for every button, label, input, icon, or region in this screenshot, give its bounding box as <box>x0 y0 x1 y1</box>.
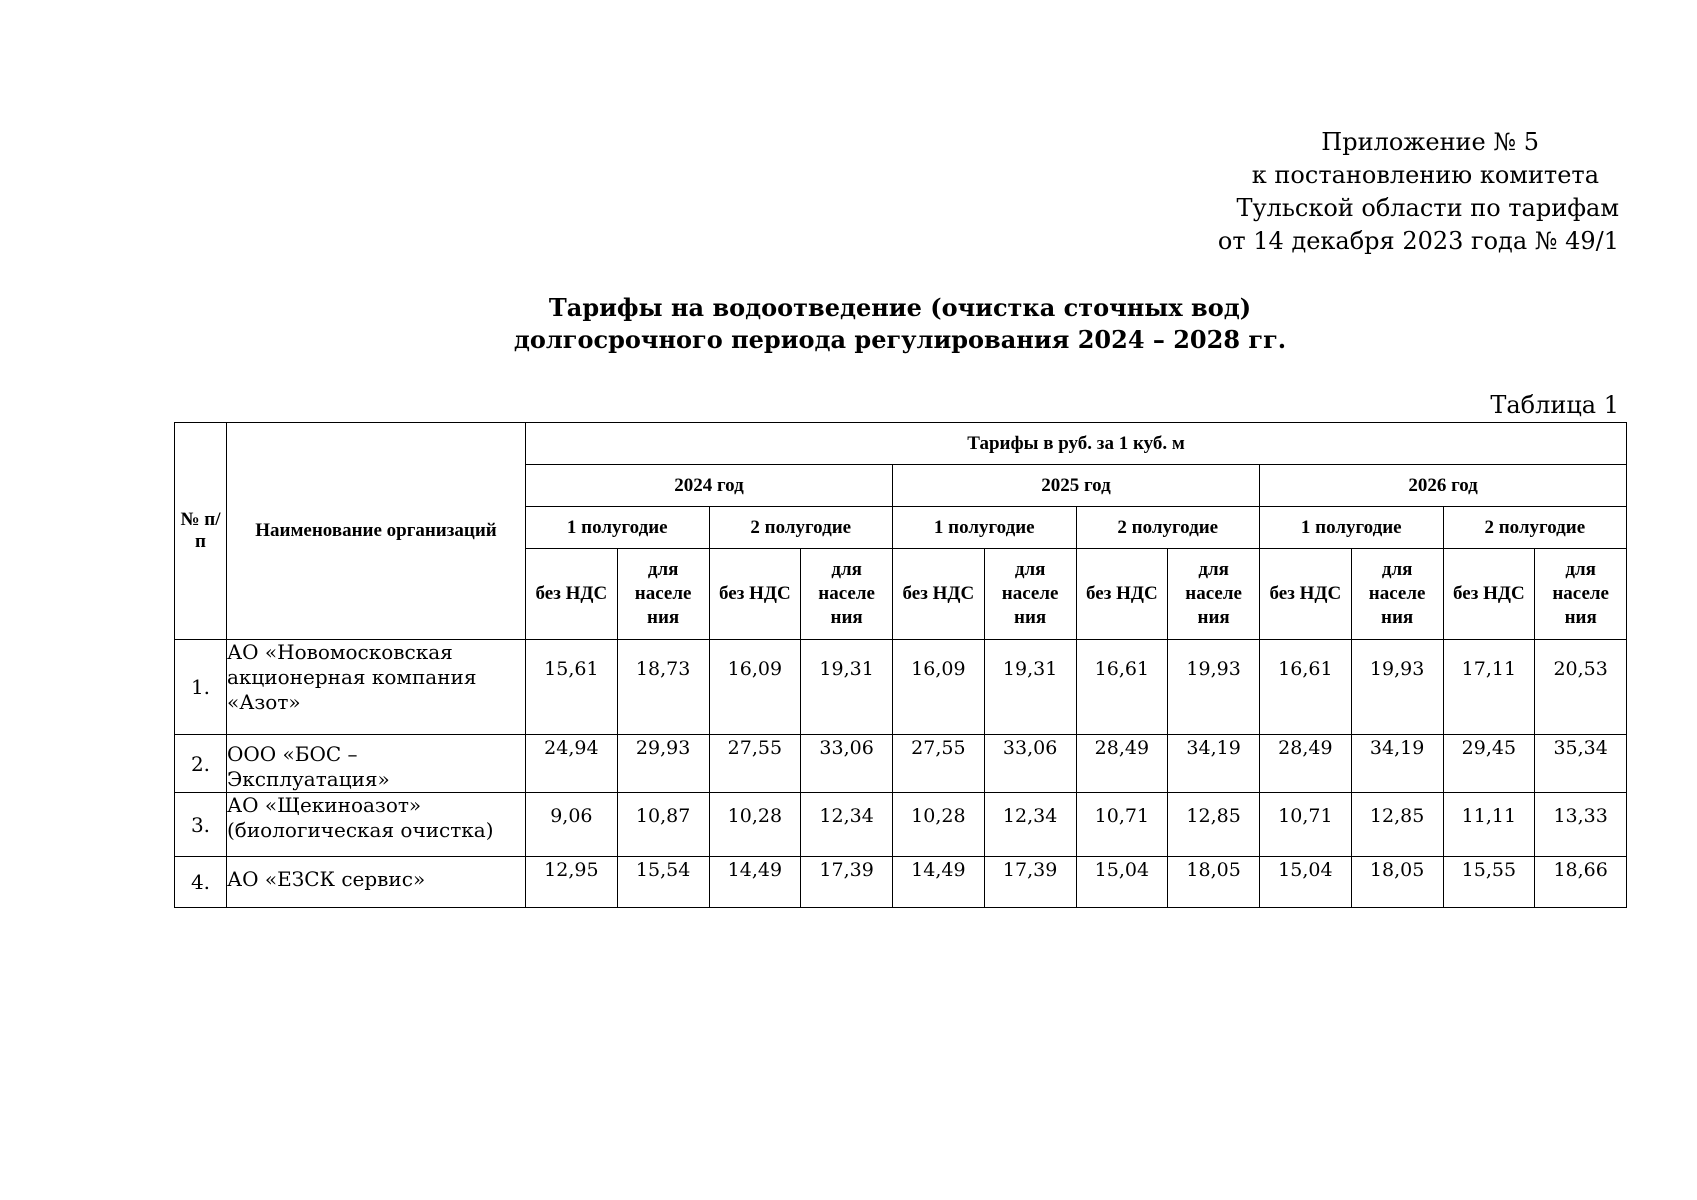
tariff-value: 17,39 <box>801 857 893 908</box>
tariff-value: 18,66 <box>1535 857 1627 908</box>
tariff-value: 35,34 <box>1535 735 1627 793</box>
tariff-value: 34,19 <box>1168 735 1260 793</box>
organization-name: ООО «БОС – Эксплуатация» <box>227 735 526 793</box>
half-year-header: 1 полугодие <box>893 507 1077 549</box>
tariff-value: 19,31 <box>801 640 893 735</box>
tariff-value: 14,49 <box>709 857 801 908</box>
subheader-no-vat: без НДС <box>1076 549 1168 640</box>
subheader-no-vat: без НДС <box>526 549 618 640</box>
tariff-value: 10,71 <box>1260 793 1352 857</box>
tariff-value: 12,85 <box>1351 793 1443 857</box>
tariffs-table <box>174 422 1627 908</box>
tariff-value: 10,28 <box>709 793 801 857</box>
subheader-population: для населе ния <box>801 549 893 640</box>
document-title <box>174 292 1626 356</box>
organization-name: АО «Щекиноазот» (биологическая очистка) <box>227 793 526 857</box>
tariff-value: 14,49 <box>893 857 985 908</box>
tariff-value: 17,39 <box>984 857 1076 908</box>
tariff-value: 33,06 <box>801 735 893 793</box>
subheader-population: для населе ния <box>984 549 1076 640</box>
row-number: 4. <box>175 857 227 908</box>
tariff-value: 12,34 <box>801 793 893 857</box>
appendix-line: от 14 декабря 2023 года № 49/1 <box>1217 227 1619 255</box>
tariff-value: 10,87 <box>617 793 709 857</box>
half-year-header: 2 полугодие <box>1443 507 1627 549</box>
half-year-header: 2 полугодие <box>1076 507 1260 549</box>
year-header-2025: 2025 год <box>893 465 1260 507</box>
tariffs-header: Тарифы в руб. за 1 куб. м <box>526 423 1627 465</box>
organization-name: АО «ЕЗСК сервис» <box>227 857 526 908</box>
tariff-value: 27,55 <box>709 735 801 793</box>
subheader-no-vat: без НДС <box>893 549 985 640</box>
appendix-line: к постановлению комитета <box>1251 161 1599 189</box>
tariff-value: 15,04 <box>1260 857 1352 908</box>
column-header-organization: Наименование организаций <box>227 423 526 640</box>
tariff-value: 19,93 <box>1168 640 1260 735</box>
tariff-value: 12,95 <box>526 857 618 908</box>
tariff-value: 18,05 <box>1351 857 1443 908</box>
tariff-value: 11,11 <box>1443 793 1535 857</box>
tariff-value: 17,11 <box>1443 640 1535 735</box>
table-row <box>175 735 1627 793</box>
tariff-value: 24,94 <box>526 735 618 793</box>
half-year-header: 2 полугодие <box>709 507 893 549</box>
row-number: 2. <box>175 735 227 793</box>
tariff-value: 19,93 <box>1351 640 1443 735</box>
row-number: 1. <box>175 640 227 735</box>
tariff-value: 15,04 <box>1076 857 1168 908</box>
tariff-value: 28,49 <box>1260 735 1352 793</box>
document-title-line: Тарифы на водоотведение (очистка сточных вод) <box>548 293 1252 322</box>
year-header-2026: 2026 год <box>1260 465 1627 507</box>
tariff-value: 27,55 <box>893 735 985 793</box>
table-label: Таблица 1 <box>1490 391 1619 419</box>
subheader-population: для населе ния <box>617 549 709 640</box>
tariff-value: 15,54 <box>617 857 709 908</box>
table-row <box>175 793 1627 857</box>
tariff-value: 19,31 <box>984 640 1076 735</box>
organization-name: АО «Новомосковская акционерная компания «Азот» <box>227 640 526 735</box>
tariff-value: 16,61 <box>1076 640 1168 735</box>
tariff-value: 20,53 <box>1535 640 1627 735</box>
tariff-value: 33,06 <box>984 735 1076 793</box>
half-year-header: 1 полугодие <box>1260 507 1444 549</box>
tariff-value: 34,19 <box>1351 735 1443 793</box>
row-number: 3. <box>175 793 227 857</box>
tariff-value: 16,09 <box>893 640 985 735</box>
subheader-no-vat: без НДС <box>1260 549 1352 640</box>
subheader-population: для населе ния <box>1535 549 1627 640</box>
tariff-value: 10,28 <box>893 793 985 857</box>
year-header-2024: 2024 год <box>526 465 893 507</box>
tariff-value: 29,93 <box>617 735 709 793</box>
appendix-line: Приложение № 5 <box>1321 128 1539 156</box>
table-row <box>175 640 1627 735</box>
tariff-value: 13,33 <box>1535 793 1627 857</box>
tariff-value: 16,61 <box>1260 640 1352 735</box>
tariff-value: 15,55 <box>1443 857 1535 908</box>
tariff-value: 28,49 <box>1076 735 1168 793</box>
subheader-population: для населе ния <box>1351 549 1443 640</box>
tariff-value: 29,45 <box>1443 735 1535 793</box>
document-title-line: долгосрочного периода регулирования 2024 – 2028 гг. <box>513 325 1287 354</box>
appendix-line: Тульской области по тарифам <box>1236 194 1619 222</box>
tariff-value: 16,09 <box>709 640 801 735</box>
tariff-value: 12,34 <box>984 793 1076 857</box>
tariff-value: 18,73 <box>617 640 709 735</box>
table-row <box>175 857 1627 908</box>
tariff-value: 9,06 <box>526 793 618 857</box>
appendix-block <box>1218 126 1619 258</box>
column-header-number: № п/п <box>175 423 227 640</box>
tariff-value: 12,85 <box>1168 793 1260 857</box>
subheader-no-vat: без НДС <box>1443 549 1535 640</box>
tariff-value: 15,61 <box>526 640 618 735</box>
tariff-value: 18,05 <box>1168 857 1260 908</box>
subheader-population: для населе ния <box>1168 549 1260 640</box>
half-year-header: 1 полугодие <box>526 507 710 549</box>
tariff-value: 10,71 <box>1076 793 1168 857</box>
subheader-no-vat: без НДС <box>709 549 801 640</box>
